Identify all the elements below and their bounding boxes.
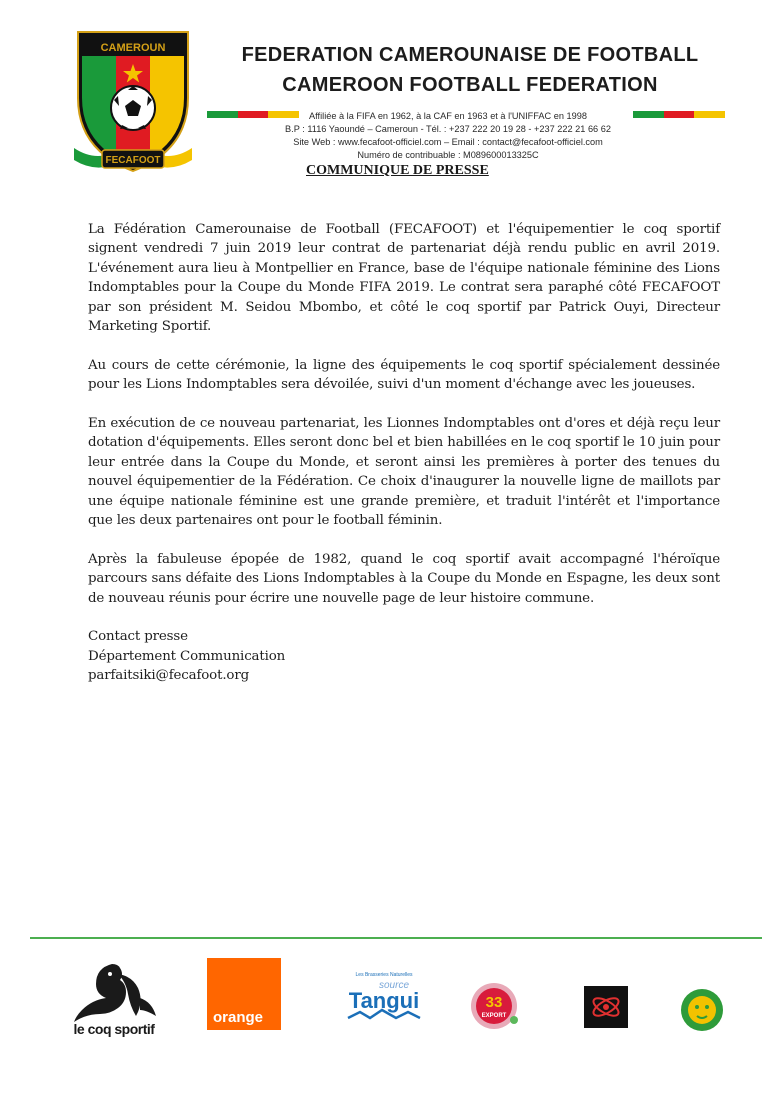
web-email-line: Site Web : www.fecafoot-officiel.com – Email : contact@fecafoot-officiel.com: [293, 137, 603, 147]
press-release-title: COMMUNIQUE DE PRESSE: [306, 163, 489, 178]
paragraph: La Fédération Camerounaise de Football (FECAFOOT) et l'équipementier le coq sportif signent vendredi 7 juin 2019 leur contrat de partenariat déjà rendu public en avril 2019. L'événement aura lieu à Montpellier en France, base de l'équipe nationale féminine des Lions Indomptables pour la Coupe du Monde FIFA 2019. Le contrat sera paraphé côté FECAFOOT par son président M. Seidou Mbombo, et côté le coq sportif par Patrick Ouyi, Directeur Marketing Sportif.: [88, 222, 720, 335]
lecoqsportif-text: le coq sportif: [73, 1021, 155, 1037]
orange-logo: [207, 958, 281, 1030]
33-export-number: 33: [485, 994, 503, 1011]
paragraph: En exécution de ce nouveau partenariat, les Lionnes Indomptables ont d'ores et déjà reçu leur dotation d'équipements. Elles seront donc bel et bien habillées en le coq sportif le 10 juin pour leur entrée dans la Coupe du Monde, et seront ainsi les premières à porter des tenues du nouvel équipementier de la Fédération. Ce choix d'inaugurer la nouvelle ligne de maillots par une équipe nationale féminine est une grande première, et traduit l'intérêt et l'importance que les deux partenaires ont pour le football féminin.: [88, 416, 720, 529]
paragraph: Après la fabuleuse épopée de 1982, quand le coq sportif avait accompagné l'héroïque parcours sans défaite des Lions Indomptables à la Coupe du Monde en Espagne, les deux sont de nouveau réunis pour écrire une nouvelle page de leur histoire commune.: [88, 551, 720, 606]
fecafoot-crest-logo: [72, 28, 194, 178]
tangui-top-text: Les Brasseries Naturelles: [355, 972, 413, 978]
taxpayer-number: Numéro de contribuable : M089600013325C: [357, 150, 539, 160]
paragraph: Au cours de cette cérémonie, la ligne des équipements le coq sportif spécialement dessinée pour les Lions Indomptables sera dévoilée, suivi d'un moment d'échange avec les joueuses.: [88, 357, 720, 393]
federation-title-en: CAMEROON FOOTBALL FEDERATION: [282, 74, 658, 96]
orange-text: orange: [213, 1009, 264, 1026]
contact-email: parfaitsiki@fecafoot.org: [88, 668, 250, 684]
tangui-name-text: Tangui: [348, 988, 420, 1013]
contact-department: Département Communication: [88, 648, 286, 664]
atom-brand-logo: [584, 986, 628, 1028]
33-export-logo: [468, 980, 520, 1032]
affiliation-line: Affiliée à la FIFA en 1962, à la CAF en 1963 et à l'UNIFFAC en 1998: [309, 111, 587, 121]
tangui-logo: [340, 968, 428, 1030]
football-icon: [111, 86, 155, 130]
federation-title-fr: FEDERATION CAMEROUNAISE DE FOOTBALL: [241, 44, 699, 66]
address-line: B.P : 1116 Yaoundé – Cameroun - Tél. : +237 222 20 19 28 - +237 222 21 66 62: [285, 124, 611, 134]
crest-label-top: CAMEROUN: [100, 42, 166, 54]
tangui-source-text: source: [378, 980, 410, 991]
lion-head-logo: [680, 988, 724, 1032]
contact-label: Contact presse: [88, 629, 188, 645]
press-release-body: [88, 220, 720, 686]
lecoqsportif-logo: [66, 958, 162, 1038]
footer-divider: [30, 937, 762, 939]
crest-label-bottom: FECAFOOT: [105, 155, 161, 166]
33-export-label: EXPORT: [481, 1013, 507, 1019]
